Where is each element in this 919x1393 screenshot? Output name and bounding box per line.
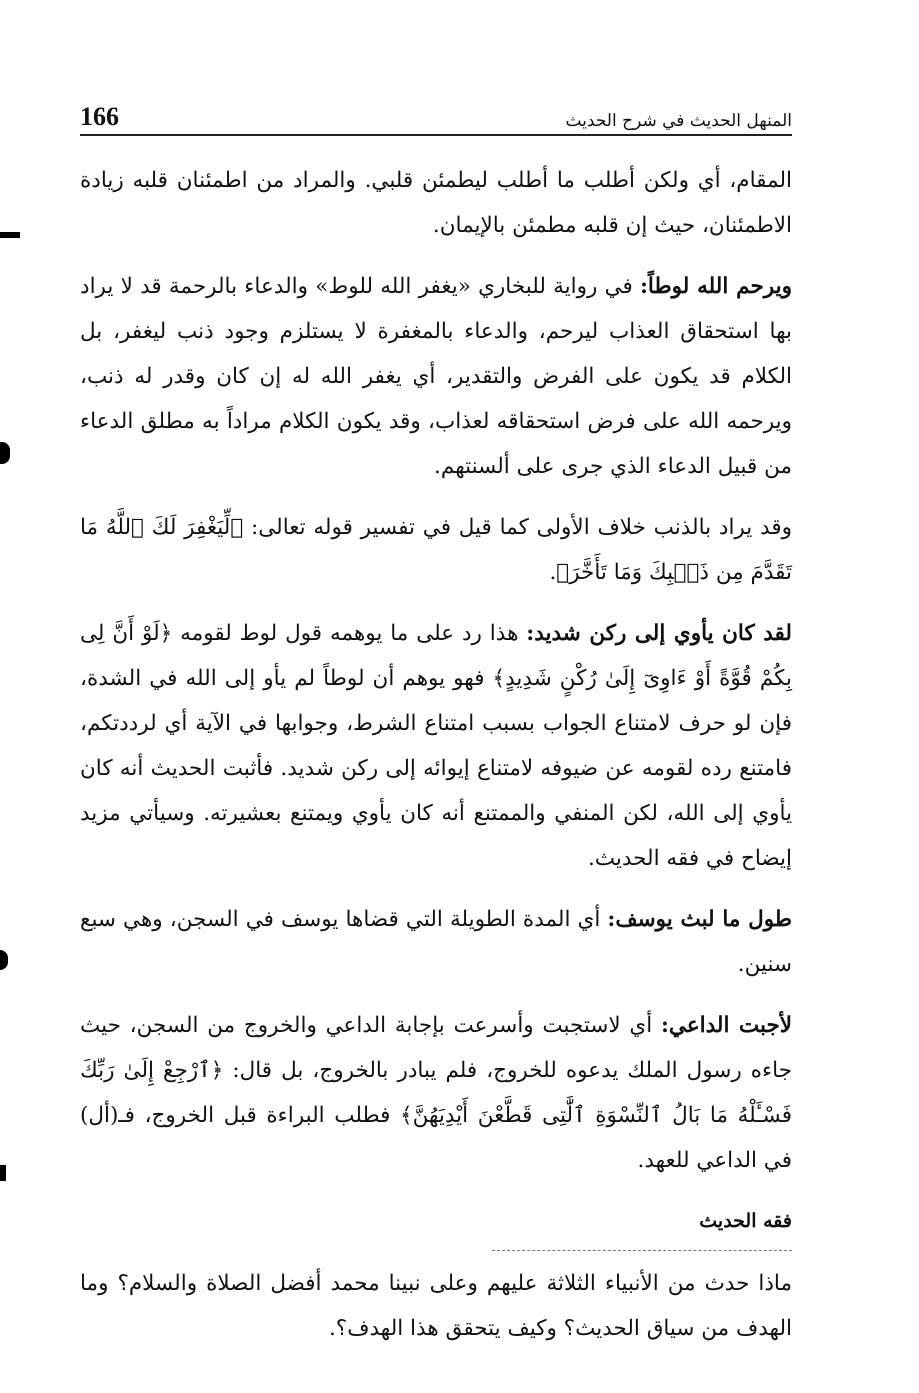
paragraph [80, 158, 792, 248]
scan-edge-mark [0, 1165, 6, 1181]
paragraph [80, 897, 792, 987]
paragraph [80, 264, 792, 489]
running-title: المنهل الحديث في شرح الحديث [565, 111, 792, 131]
body-text [80, 158, 792, 1367]
section-paragraph: ماذا حدث من الأنبياء الثلاثة عليهم وعلى نبينا محمد أفضل الصلاة والسلام؟ وما الهدف من سياق الحديث؟ وكيف يتحقق هذا الهدف؟. [80, 1271, 792, 1341]
scan-edge-mark [0, 232, 20, 238]
scan-edge-mark [0, 442, 10, 464]
paragraph [80, 1003, 792, 1183]
paragraph-lead: لقد كان يأوي إلى ركن شديد: [526, 621, 792, 646]
paragraph-text: المقام، أي ولكن أطلب ما أطلب ليطمئن قلبي. والمراد من اطمئنان قلبه زيادة الاطمئنان، حيث إن قلبه مطمئن بالإيمان. [80, 168, 792, 238]
paragraph [80, 611, 792, 881]
paragraph-lead: لأجبت الداعي: [660, 1013, 792, 1038]
page-number: 166 [80, 102, 119, 131]
paragraph-lead: ويرحم الله لوطاً: [640, 274, 792, 299]
paragraph-lead: طول ما لبث يوسف: [607, 907, 792, 932]
paragraph-text: هذا رد على ما يوهمه قول لوط لقومه ﴿لَوْ أَنَّ لِى بِكُمْ قُوَّةً أَوْ ءَاوِىٓ إِلَىٰ رُكْنٍ شَدِيدٍ﴾ فهو يوهم أن لوطاً لم يأو إلى الله في الشدة، فإن لو حرف لامتناع الجواب بسبب امتناع الشرط، وجوابها في الآية أي لرددتكم، فامتنع رده لقومه عن ضيوفه لامتناع إيوائه إلى ركن شديد. فأثبت الحديث أنه كان يأوي إلى الله، لكن المنفي والممتنع أنه كان يأوي ويمتنع بعشيرته. وسيأتي مزيد إيضاح في فقه الحديث. [80, 621, 792, 871]
paragraph [80, 505, 792, 595]
paragraph-text: في رواية للبخاري «يغفر الله للوط» والدعاء بالرحمة قد لا يراد بها استحقاق العذاب ليرحم، والدعاء بالمغفرة لا يستلزم وجود ذنب ليغفر، بل الكلام قد يكون على الفرض والتقدير، أي يغفر الله له إن كان وقدر له ذنب، ويرحمه الله على فرض استحقاقه لعذاب، وقد يكون الكلام مراداً به مطلق الدعاء من قبيل الدعاء الذي جرى على ألسنتهم. [80, 274, 792, 479]
paragraph-text: وقد يراد بالذنب خلاف الأولى كما قيل في تفسير قوله تعالى: ﴿لِّيَغْفِرَ لَكَ ٱللَّهُ مَا تَقَدَّمَ مِن ذَنۢبِكَ وَمَا تَأَخَّرَ﴾. [80, 515, 792, 585]
page-header [80, 96, 792, 136]
paragraph-text: أي المدة الطويلة التي قضاها يوسف في السجن، وهي سبع سنين. [80, 907, 792, 977]
section-heading: فقه الحديث [492, 1199, 792, 1251]
paragraph-text: أي لاستجبت وأسرعت بإجابة الداعي والخروج من السجن، حيث جاءه رسول الملك يدعوه للخروج، فلم يبادر بالخروج، بل قال: ﴿ٱرْجِعْ إِلَىٰ رَبِّكَ فَسْـَٔلْهُ مَا بَالُ ٱلنِّسْوَةِ ٱلَّٰتِى قَطَّعْنَ أَيْدِيَهُنَّ﴾ فطلب البراءة قبل الخروج، فـ(أل) في الداعي للعهد. [80, 1013, 792, 1173]
scan-edge-mark [0, 950, 8, 970]
